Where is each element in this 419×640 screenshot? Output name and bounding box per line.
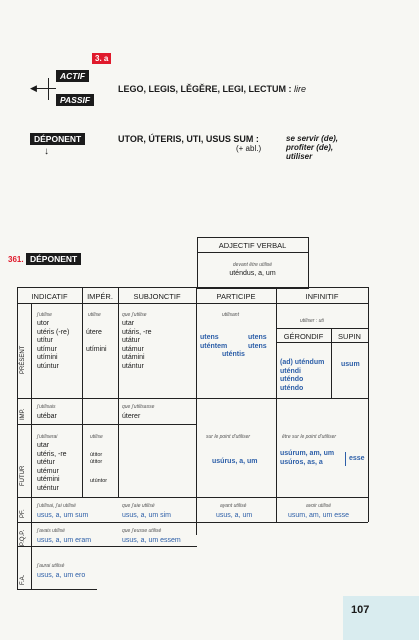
- header-imper: IMPÉR.: [87, 292, 113, 301]
- futur-imperatif: útitor útitor utúntor: [90, 452, 108, 484]
- header-supin: SUPIN: [338, 332, 361, 341]
- present-participe-b: utens utens: [248, 334, 267, 350]
- parfait-ind-note: j'utilisai, j'ai utilisé: [37, 503, 76, 509]
- fa-ind-note: j'aurai utilisé: [37, 563, 65, 569]
- section-title: DÉPONENT: [26, 253, 81, 265]
- col-line: [82, 287, 83, 497]
- imparfait-indicatif: utébar: [37, 413, 57, 420]
- passif-label: PASSIF: [56, 94, 94, 106]
- deponent-label: DÉPONENT: [30, 133, 85, 145]
- parfait-infinitif: usum, am, um esse: [288, 512, 350, 519]
- present-participe-a: utens uténtem: [200, 334, 228, 350]
- side-pf: PF.: [20, 509, 26, 518]
- futur-ind-note: j'utiliserai: [37, 434, 58, 440]
- side-pqp: P.Q.P.: [20, 529, 26, 546]
- row-line: [17, 546, 197, 547]
- present-participe-c: uténtis: [222, 351, 245, 358]
- side-fa: F.A.: [20, 574, 26, 585]
- row-line: [276, 328, 368, 329]
- header-gerondif: GÉRONDIF: [283, 332, 324, 341]
- header-indicatif: INDICATIF: [31, 292, 68, 301]
- futur-inf-esse: esse: [349, 455, 365, 462]
- present-gerondif: (ad) uténdum uténdi uténdo uténdo: [280, 359, 325, 392]
- header-divider: [17, 303, 368, 304]
- futur-brace: [345, 452, 346, 466]
- side-line: [31, 303, 32, 589]
- adjectif-verbal-note: devant être utilisé: [232, 262, 273, 268]
- header-subjonctif: SUBJONCTIF: [133, 292, 181, 301]
- row-line: [17, 589, 97, 590]
- present-supin: usum: [341, 361, 360, 368]
- futur-part-note: sur le point d'utiliser: [206, 434, 251, 440]
- actif-label: ACTIF: [56, 70, 89, 82]
- side-present: PRÉSENT: [20, 345, 26, 374]
- section-tag: 3. a: [92, 53, 111, 64]
- futur-indicatif: utar utéris, -re utétur utémur utémini uténtur: [37, 442, 67, 492]
- side-imp: IMP.: [20, 408, 26, 420]
- pqp-subj-note: que j'eusse utilisé: [122, 528, 162, 534]
- pqp-indicatif: usus, a, um eram: [37, 537, 92, 544]
- row-line: [17, 398, 368, 399]
- arrow-left-icon: ◀: [30, 83, 37, 93]
- lego-line: LEGO, LEGIS, LĚGĚRE, LEGI, LECTUM : lire: [118, 84, 307, 94]
- row-line: [17, 522, 368, 523]
- header-infinitif: INFINITIF: [305, 292, 339, 301]
- imparfait-subjonctif: úterer: [122, 413, 141, 420]
- imparfait-subj-note: que j'utilisasse: [122, 404, 155, 410]
- present-indicatif: utor utéris (-re) utítur utímur utímini utúntur: [37, 320, 70, 370]
- row-line: [276, 342, 368, 343]
- arrow-line: [34, 88, 56, 89]
- parfait-subjonctif: usus, a, um sim: [122, 512, 172, 519]
- futur-inf-note: être sur le point d'utiliser: [282, 434, 337, 440]
- arrow-down-icon: ↓: [44, 146, 49, 157]
- row-line: [17, 424, 197, 425]
- page-number: 107: [351, 604, 370, 616]
- present-part-note: utilisant: [222, 312, 239, 318]
- parfait-participe: usus, a, um: [216, 512, 253, 519]
- parfait-indicatif: usus, a, um sum: [37, 512, 89, 519]
- adj-divider: [197, 252, 308, 253]
- col-line: [118, 287, 119, 497]
- parfait-part-note: ayant utilisé: [220, 503, 247, 509]
- utor-abl: (+ abl.): [236, 144, 262, 153]
- header-participe: PARTICIPE: [216, 292, 256, 301]
- col-line: [368, 287, 369, 522]
- side-futur: FUTUR: [20, 465, 26, 486]
- adjectif-verbal-title: ADJECTIF VERBAL: [218, 241, 287, 250]
- fa-indicatif: usus, a, um ero: [37, 572, 86, 579]
- pqp-ind-note: j'avais utilisé: [37, 528, 65, 534]
- utor-meaning: se servir (de), profiter (de), utiliser: [286, 134, 339, 161]
- adjectif-verbal-value: uténdus, a, um: [229, 270, 276, 277]
- section-number: 361.: [8, 255, 24, 264]
- pqp-subjonctif: usus, a, um essem: [122, 537, 181, 544]
- present-ind-note: j'utilise: [37, 312, 52, 318]
- futur-infinitif: usúrum, am, um usúros, as, a: [280, 450, 335, 466]
- present-subj-note: que j'utilise: [122, 312, 147, 318]
- present-imperatif: útere utímini: [86, 329, 107, 353]
- page-number-box: [343, 596, 419, 640]
- col-line: [276, 287, 277, 522]
- futur-imp-note: utilise: [90, 434, 103, 440]
- parfait-inf-note: avoir utilisé: [306, 503, 332, 509]
- utor-line: UTOR, ÚTERIS, UTI, USUS SUM :: [118, 134, 259, 144]
- present-inf-note: utiliser : uti: [300, 318, 324, 324]
- parfait-subj-note: que j'aie utilisé: [122, 503, 155, 509]
- futur-participe: usúrus, a, um: [212, 458, 258, 465]
- row-line: [17, 497, 368, 498]
- present-subjonctif: utar utáris, -re utátur utámur utámini utántur: [122, 320, 152, 370]
- bracket-line: [48, 78, 49, 100]
- imparfait-ind-note: j'utilisais: [37, 404, 56, 410]
- present-imp-note: utilise: [88, 312, 101, 318]
